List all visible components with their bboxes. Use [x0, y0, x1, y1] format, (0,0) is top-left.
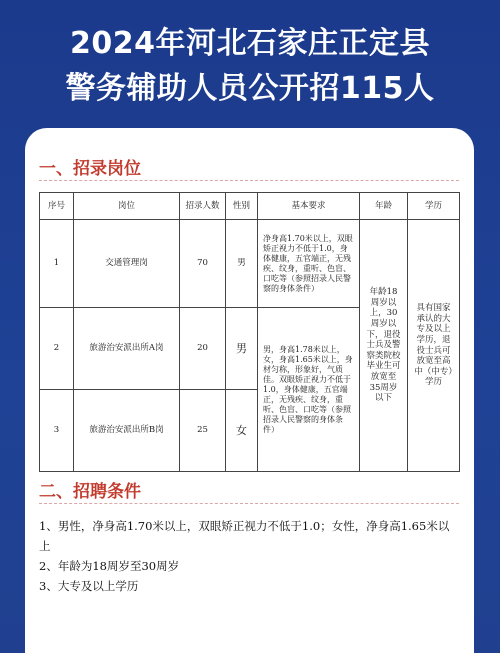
- header-cell-education: 学历: [408, 193, 460, 220]
- section-title-positions: 一、招录岗位: [39, 159, 141, 179]
- page-title-line2: 警务辅助人员公开招115人: [65, 71, 435, 106]
- table-row: [40, 220, 460, 308]
- header-cell-gender: 性别: [226, 193, 258, 220]
- cell-gender: 女: [226, 390, 258, 472]
- cell-count: 70: [180, 220, 226, 308]
- header-cell-count: 招录人数: [180, 193, 226, 220]
- cell-no: 3: [40, 390, 74, 472]
- page-title-line1: 2024年河北石家庄正定县: [70, 26, 430, 61]
- page-header: [0, 0, 500, 120]
- section-divider: [39, 503, 459, 504]
- section-title-conditions: 二、招聘条件: [39, 482, 141, 502]
- cell-requirements-shared: 男，身高1.78米以上，女，身高1.65米以上，身材匀称，形象好，气质佳。双眼矫正视力不低于1.0，身体健康，五官端正，无残疾、纹身，重听、色盲、口吃等（参照招录人民警察的身体条件）: [258, 308, 360, 472]
- cell-gender: 男: [226, 220, 258, 308]
- header-cell-no: 序号: [40, 193, 74, 220]
- table-header-row: [40, 193, 460, 220]
- positions-table: [39, 192, 460, 472]
- list-item: 2、年龄为18周岁至30周岁: [39, 559, 180, 573]
- list-item: 1、男性，净身高1.70米以上，双眼矫正视力不低于1.0；女性，净身高1.65米以上: [39, 519, 450, 553]
- cell-count: 25: [180, 390, 226, 472]
- list-item: 3、大专及以上学历: [39, 579, 139, 593]
- cell-gender: 男: [226, 308, 258, 390]
- cell-post: 旅游治安派出所A岗: [74, 308, 180, 390]
- conditions-list: [39, 516, 454, 596]
- cell-no: 1: [40, 220, 74, 308]
- header-cell-post: 岗位: [74, 193, 180, 220]
- cell-requirements: 净身高1.70米以上，双眼矫正视力不低于1.0，身体健康，五官端正，无残疾、纹身，重听、色盲、口吃等（参照招录人民警察的身体条件）: [258, 220, 360, 308]
- cell-post: 交通管理岗: [74, 220, 180, 308]
- header-cell-age: 年龄: [360, 193, 408, 220]
- content-card: [25, 128, 474, 653]
- section-divider: [39, 180, 459, 181]
- cell-count: 20: [180, 308, 226, 390]
- cell-no: 2: [40, 308, 74, 390]
- cell-post: 旅游治安派出所B岗: [74, 390, 180, 472]
- header-cell-requirements: 基本要求: [258, 193, 360, 220]
- cell-age: 年龄18周岁以上，30周岁以下，退役士兵及警察类院校毕业生可放宽至35周岁以下: [360, 220, 408, 472]
- cell-education: 具有国家承认的大专及以上学历，退役士兵可放宽至高中（中专）学历: [408, 220, 460, 472]
